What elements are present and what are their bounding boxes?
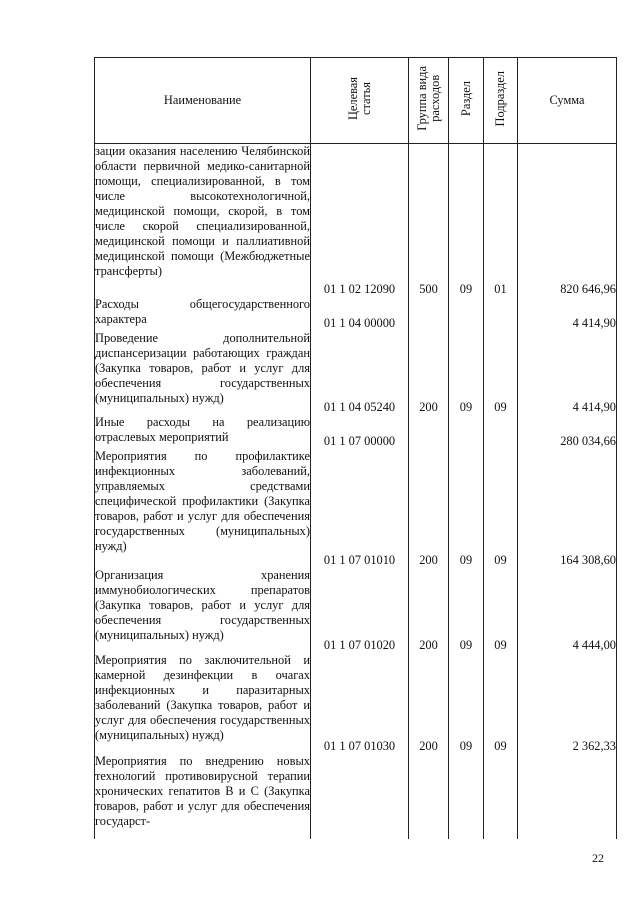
header-expense-group: Группа вида расходов	[409, 58, 449, 144]
row-section	[449, 754, 484, 839]
row-name: Мероприятия по внедрению новых технологий противовирусной терапии хронических гепатитов В и С (Закупка товаров, работ и услуг для обеспечения государст-	[95, 754, 311, 839]
row-section: 09	[449, 653, 484, 755]
row-expense-group: 500	[409, 144, 449, 297]
row-subsection: 01	[484, 144, 518, 297]
header-subsection: Подраздел	[484, 58, 518, 144]
table-row	[95, 449, 617, 568]
row-target-article: 01 1 04 05240	[311, 331, 409, 416]
table-row	[95, 144, 617, 297]
header-target-article: Целевая статья	[311, 58, 409, 144]
row-name: зации оказания населению Челябинской области первичной медико-санитарной помощи, специализированной, в том числе высокотехнологичной, медицинской помощи, скорой, в том числе скорой специализированной, медицинской помощи и паллиативной медицинской помощи (Межбюджетные трансферты)	[95, 144, 311, 297]
row-name: Расходы общегосударственного характера	[95, 297, 311, 331]
table-row	[95, 653, 617, 755]
row-target-article: 01 1 07 01020	[311, 568, 409, 653]
row-subsection: 09	[484, 653, 518, 755]
row-name: Иные расходы на реализацию отраслевых мероприятий	[95, 415, 311, 449]
table-row	[95, 568, 617, 653]
table-header-row	[95, 58, 617, 144]
row-subsection	[484, 754, 518, 839]
row-subsection	[484, 415, 518, 449]
header-section: Раздел	[449, 58, 484, 144]
row-target-article: 01 1 02 12090	[311, 144, 409, 297]
row-amount: 820 646,96	[518, 144, 617, 297]
row-section: 09	[449, 331, 484, 416]
table-row	[95, 331, 617, 416]
row-section: 09	[449, 568, 484, 653]
budget-table	[94, 57, 617, 839]
row-subsection	[484, 297, 518, 331]
row-expense-group	[409, 297, 449, 331]
row-section	[449, 415, 484, 449]
row-expense-group: 200	[409, 653, 449, 755]
row-target-article	[311, 754, 409, 839]
row-subsection: 09	[484, 331, 518, 416]
row-amount	[518, 754, 617, 839]
header-amount: Сумма	[518, 58, 617, 144]
row-section: 09	[449, 144, 484, 297]
row-target-article: 01 1 04 00000	[311, 297, 409, 331]
row-expense-group: 200	[409, 449, 449, 568]
row-expense-group: 200	[409, 331, 449, 416]
row-name: Проведение дополнительной диспансеризации работающих граждан (Закупка товаров, работ и услуг для обеспечения государственных (муниципальных) нужд)	[95, 331, 311, 416]
row-target-article: 01 1 07 00000	[311, 415, 409, 449]
row-amount: 4 414,90	[518, 331, 617, 416]
row-section	[449, 297, 484, 331]
row-expense-group	[409, 415, 449, 449]
row-target-article: 01 1 07 01010	[311, 449, 409, 568]
row-name: Организация хранения иммунобиологических препаратов (Закупка товаров, работ и услуг для обеспечения государственных (муниципальных) нужд)	[95, 568, 311, 653]
row-expense-group	[409, 754, 449, 839]
table-row	[95, 754, 617, 839]
table-row	[95, 415, 617, 449]
row-amount: 280 034,66	[518, 415, 617, 449]
row-name: Мероприятия по заключительной и камерной дезинфекции в очагах инфекционных и паразитарных заболеваний (Закупка товаров, работ и услуг для обеспечения государственных (муниципальных) нужд)	[95, 653, 311, 755]
row-amount: 4 414,90	[518, 297, 617, 331]
row-name: Мероприятия по профилактике инфекционных заболеваний, управляемых средствами специфической профилактики (Закупка товаров, работ и услуг для обеспечения государственных (муниципальных) нужд)	[95, 449, 311, 568]
page-number: 22	[592, 851, 604, 865]
row-subsection: 09	[484, 449, 518, 568]
table-row	[95, 297, 617, 331]
row-amount: 4 444,00	[518, 568, 617, 653]
row-expense-group: 200	[409, 568, 449, 653]
row-amount: 164 308,60	[518, 449, 617, 568]
header-name: Наименование	[95, 58, 311, 144]
row-section: 09	[449, 449, 484, 568]
row-target-article: 01 1 07 01030	[311, 653, 409, 755]
row-subsection: 09	[484, 568, 518, 653]
row-amount: 2 362,33	[518, 653, 617, 755]
